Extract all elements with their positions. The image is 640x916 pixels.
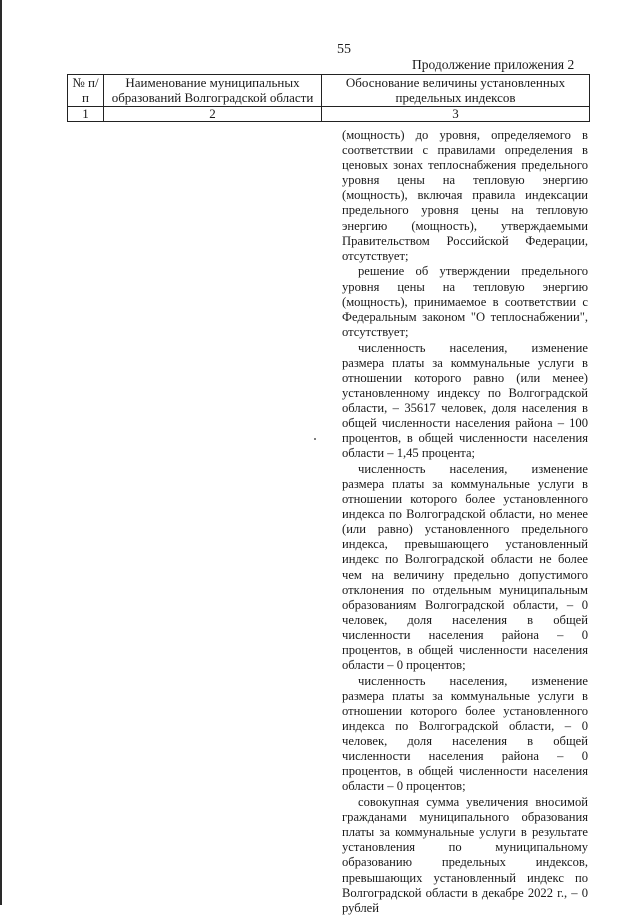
paragraph-heat-price-rules: (мощность) до уровня, определяемого в соответствии с правилами определения в ценовых зонах теплоснабжения предельного уровня цены на тепловую энергию (мощность), включая правила индексации предельного уровня цены на тепловую энергию (мощность), утверждаемыми Правительством Российской Федерации, отсутствует; (342, 128, 588, 263)
column-number-3: 3 (322, 107, 590, 122)
table-header (67, 74, 590, 122)
appendix-continuation-label: Продолжение приложения 2 (412, 57, 575, 72)
paragraph-population-within-index: численность населения, изменение размера платы за коммунальные услуги в отношении которого равно (или менее) установленному индексу по Волгоградской области, – 35617 человек, доля населения в общей численности населения района – 100 процентов, в общей численности населения области – 1,45 процента; (342, 340, 588, 461)
paragraph-population-above-index: численность населения, изменение размера платы за коммунальные услуги в отношении которого более установленного индекса по Волгоградской области, – 0 человек, доля населения в общей численности населения района – 0 процентов, в общей численности населения области – 0 процентов; (342, 673, 588, 794)
scan-left-edge (0, 0, 2, 905)
paragraph-population-within-limit: численность населения, изменение размера платы за коммунальные услуги в отношении которого более установленного индекса по Волгоградской области, но менее (или равно) установленного предельного индекса, превышающего установленный индекс по Волгоградской области не более чем на величину предельно допустимого отклонения по отдельным муниципальным образованиям Волгоградской области, – 0 человек, доля населения в общей численности населения района – 0 процентов, в общей численности населения области – 0 процентов; (342, 461, 588, 673)
page-number: 55 (337, 42, 351, 57)
header-cell-number: № п/п (68, 75, 104, 107)
column-number-1: 1 (68, 107, 104, 122)
scan-speck (314, 438, 316, 440)
paragraph-total-payment-increase: совокупная сумма увеличения вносимой гражданами муниципального образования платы за коммунальные услуги в результате установления по муниципальному образованию предельных индексов, превышающих установленный индекс по Волгоградской области в декабре 2022 г., – 0 рублей (342, 795, 588, 915)
header-cell-justification: Обоснование величины установленных предельных индексов (322, 75, 590, 107)
paragraph-heat-price-decision: решение об утверждении предельного уровня цены на тепловую энергию (мощность), принимаемое в соответствии с Федеральным законом "О теплоснабжении", отсутствует; (342, 264, 588, 339)
column-number-2: 2 (104, 107, 322, 122)
header-cell-municipality: Наименование муниципальных образований Волгоградской области (104, 75, 322, 107)
table-column-numbers-row (68, 107, 590, 122)
table-header-row (68, 75, 590, 107)
justification-text-column (342, 128, 588, 916)
